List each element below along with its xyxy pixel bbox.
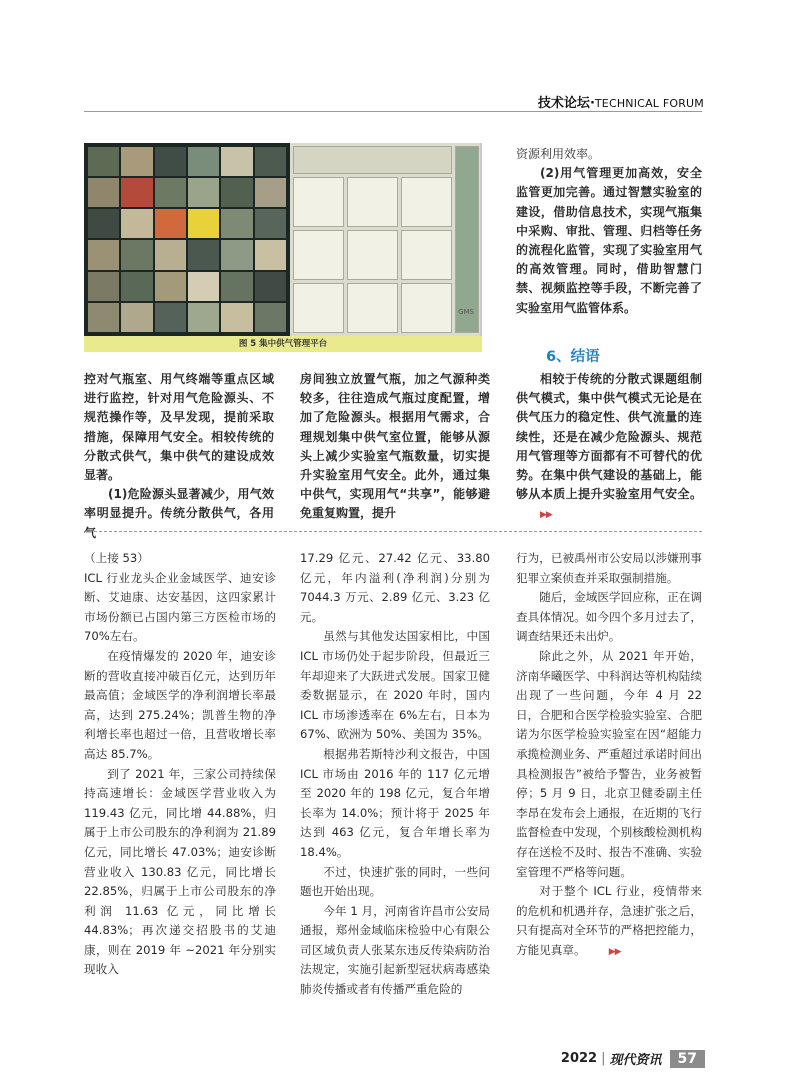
paragraph: 房间独立放置气瓶，加之气源种类较多，往往造成气瓶过度配置，增加了危险源头。根据用气需求，合理规划集中供气室位置，能够从源头上减少实验室气瓶数量，切实提升实验室用气安全。此外，通过集中供气，实现用气“共享”，能够避免重复购置，提升 (300, 372, 490, 521)
paragraph: 控对气瓶室、用气终端等重点区域进行监控，针对用气危险源头、不规范操作等，及早发现，提前采取措施，保障用气安全。相较传统的分散式供气，集中供气的建设成效显著。 (84, 372, 274, 483)
lower-column-3 (516, 549, 702, 962)
paragraph: 随后，金域医学回应称，正在调查具体情况。如今四个多月过去了，调查结果还未出炉。 (516, 590, 702, 644)
paragraph: 17.29 亿元、27.42 亿元、33.80 亿元，年内溢利(净利润)分别为 7044.3 万元、2.89 亿元、3.23 亿元。 (300, 551, 490, 624)
paragraph: 资源利用效率。 (516, 147, 601, 161)
figure-gas-management-platform (84, 143, 482, 336)
management-screen (290, 143, 482, 336)
header-title-cn: 技术论坛 (537, 96, 590, 111)
paragraph: ICL 行业龙头企业金域医学、迪安诊断、艾迪康、达安基因，这四家累计市场份额已占国内第三方医检市场的 70%左右。 (84, 570, 276, 644)
gms-label: GMS (458, 308, 474, 316)
conclusion-text: 相较于传统的分散式课题组制供气模式，集中供气模式无论是在供气压力的稳定性、供气流量的连续性，还是在减少危险源头、规范用气管理等方面都有不可替代的优势。在集中供气建设的基础上，能够从本质上提升实验室用气安全。 (516, 372, 702, 502)
page-footer: 2022 | 现代资讯 57 (561, 1049, 705, 1068)
running-header: 技术论坛·TECHNICAL FORUM (537, 96, 704, 111)
end-mark-icon: ▶▶ (608, 946, 621, 957)
paragraph: 在疫情爆发的 2020 年，迪安诊断的营收直接冲破百亿元，达到历年最高值；金域医学的净利润增长率最高，达到 275.24%；凯普生物的净利增长率也超过一倍，且营收增长率高达 85.7%。 (84, 648, 276, 761)
page-number: 57 (670, 1050, 705, 1068)
paragraph: 除此之外，从 2021 年开始，济南华曦医学、中科润达等机构陆续出现了一些问题，今年 4 月 22 日，合肥和合医学检验实验室、合肥诺为尔医学检验实验室在因“超能力承揽检测业务、严重超过承诺时间出具检测报告”被给予警告，业务被暂停；5 月 9 日，北京卫健委副主任李昂在发布会上通报，在近期的飞行监督检查中发现，个别核酸检测机构存在送检不及时、报告不准确、实验室管理不严格等问题。 (516, 648, 702, 879)
header-rule (84, 111, 702, 112)
paragraph: 行为，已被禹州市公安局以涉嫌刑事犯罪立案侦查并采取强制措施。 (516, 551, 702, 585)
lower-column-1 (84, 549, 276, 980)
upper-column-1 (84, 370, 274, 543)
paragraph: 虽然与其他发达国家相比，中国 ICL 市场仍处于起步阶段，但最近三年却迎来了大跃进式发展。国家卫健委数据显示，在 2020 年时，国内 ICL 市场渗透率在 6%左右，日本为 67%、欧洲为 50%、美国为 35%。 (300, 629, 490, 742)
footer-year: 2022 (560, 1051, 598, 1066)
paragraph: 到了 2021 年，三家公司持续保持高速增长：金域医学营业收入为 119.43 亿元，同比增 44.88%，归属于上市公司股东的净利润为 21.89 亿元，同比增长 47.03%；迪安诊断营业收入 130.83 亿元，同比增长 22.85%，归属于上市公司股东的净利润 11.63 亿元，同比增长 44.83%；再次递交招股书的艾迪康，则在 2019 年 ~2021 年分别实现收入 (84, 766, 276, 977)
paragraph: (1)危险源头显著减少，用气效率明显提升。传统分散供气，各用气 (84, 487, 274, 540)
upper-column-2 (300, 370, 490, 524)
magazine-name: 现代资讯 (609, 1053, 662, 1068)
figure-caption: 图 5 集中供气管理平台 (84, 336, 482, 352)
paragraph: 根据弗若斯特沙利文报告，中国 ICL 市场由 2016 年的 117 亿元增至 2020 年的 198 亿元，复合年增长率为 14.0%；预计将于 2025 年达到 463 亿元，复合年增长率为 18.4%。 (300, 746, 490, 859)
conclusion-column (516, 370, 702, 526)
lower-column-2 (300, 549, 490, 1000)
monitor-wall-photo (84, 143, 290, 336)
paragraph: 不过，快速扩张的同时，一些问题也开始出现。 (300, 864, 490, 899)
section-title: 6、结语 (546, 349, 600, 365)
paragraph: (2)用气管理更加高效，安全监管更加完善。通过智慧实验室的建设，借助信息技术，实现气瓶集中采购、审批、管理、归档等任务的流程化监管，实现了实验室用气的高效管理。同时，借助智慧门禁、视频监控等手段，不断完善了实验室用气监管体系。 (516, 166, 702, 315)
end-mark-icon: ▶▶ (540, 510, 552, 521)
header-title-en: TECHNICAL FORUM (594, 97, 704, 110)
paragraph: 对于整个 ICL 行业，疫情带来的危机和机遇并存，急速扩张之后，只有提高对全环节的严格把控能力，方能见真章。 (516, 884, 702, 957)
section-divider (84, 531, 702, 532)
paragraph: 今年 1 月，河南省许昌市公安局通报，郑州金域临床检验中心有限公司区域负责人张某东违反传染病防治法规定，实施引起新型冠状病毒感染肺炎传播或者有传播严重危险的 (300, 903, 490, 997)
upper-right-column (516, 145, 702, 318)
continued-marker: （上接 53） (84, 551, 149, 565)
